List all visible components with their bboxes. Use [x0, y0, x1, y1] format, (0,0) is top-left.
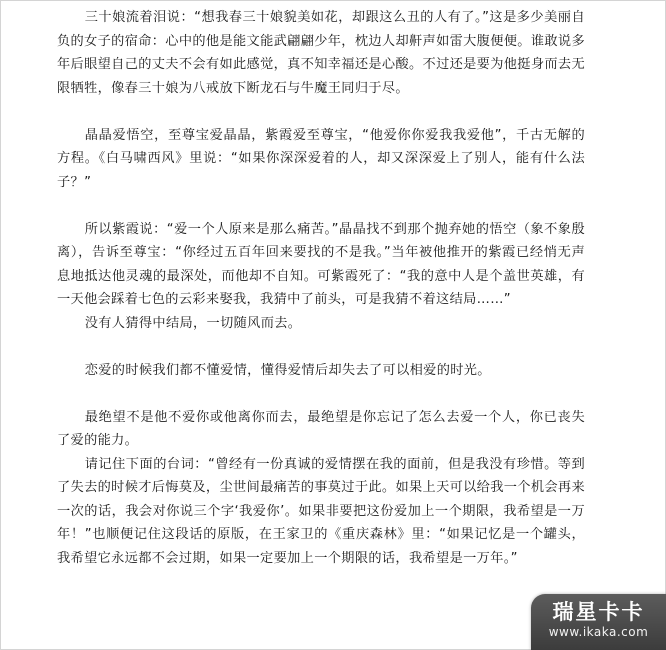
paragraph-sanshiniang: 三十娘流着泪说：“想我春三十娘貌美如花，却跟这么丑的人有了。”这是多少美丽自负的女子的宿命：心中的他是能文能武翩翩少年，枕边人却鼾声如雷大腹便便。谁敢说多年后眼望自己的丈夫不会有如此感觉，真不知幸福还是心酸。不过还是要为他挺身而去无限牺牲，像春三十娘为八戒放下断龙石与牛魔王同归于尽。 — [57, 10, 585, 96]
paragraph-spacer — [57, 100, 585, 124]
paragraph-remember-lines: 请记住下面的台词：“曾经有一份真诚的爱情摆在我的面前，但是我没有珍惜。等到了失去的时候才后悔莫及，尘世间最痛苦的事莫过于此。如果上天可以给我一个机会再来一次的话，我会对你说三个字‘我爱你’。如果非要把这份爱加上一个期限，我希望是一万年！”也顺便记住这段话的原版，在王家卫的《重庆森林》里：“如果记忆是一个罐头，我希望它永远都不会过期，如果一定要加上一个期限的话，我希望是一万年。” — [57, 456, 585, 566]
watermark-url-text: www.ikaka.com — [548, 625, 649, 639]
watermark-brand-text: 瑞星卡卡 — [552, 600, 645, 624]
paragraph-spacer — [57, 194, 585, 218]
paragraph-spacer — [57, 335, 585, 359]
paragraph-no-one-guesses: 没有人猜得中结局，一切随风而去。 — [84, 315, 302, 331]
article-body — [57, 6, 585, 570]
paragraph-most-desperate: 最绝望不是他不爱你或他离你而去，最绝望是你忘记了怎么去爱一个人，你已丧失了爱的能力。 — [57, 409, 585, 448]
paragraph-spacer — [57, 382, 585, 406]
paragraph-jingjing-love: 晶晶爱悟空，至尊宝爱晶晶，紫霞爱至尊宝，“他爱你你爱我我爱他”，千古无解的方程。《白马啸西风》里说：“如果你深深爱着的人，却又深深爱上了别人，能有什么法子？” — [57, 127, 585, 190]
paragraph-zixia-says: 所以紫霞说：“爱一个人原来是那么痛苦。”晶晶找不到那个抛弃她的悟空（象不象殷离），告诉至尊宝：“你经过五百年回来要找的不是我。”当年被他推开的紫霞已经悄无声息地抵达他灵魂的最深处，而他却不自知。可紫霞死了：“我的意中人是个盖世英雄，有一天他会踩着七色的云彩来娶我，我猜中了前头，可是我猜不着这结局……” — [57, 221, 585, 307]
watermark-logo — [531, 594, 666, 650]
paragraph-when-in-love: 恋爱的时候我们都不懂爱情，懂得爱情后却失去了可以相爱的时光。 — [84, 362, 491, 378]
